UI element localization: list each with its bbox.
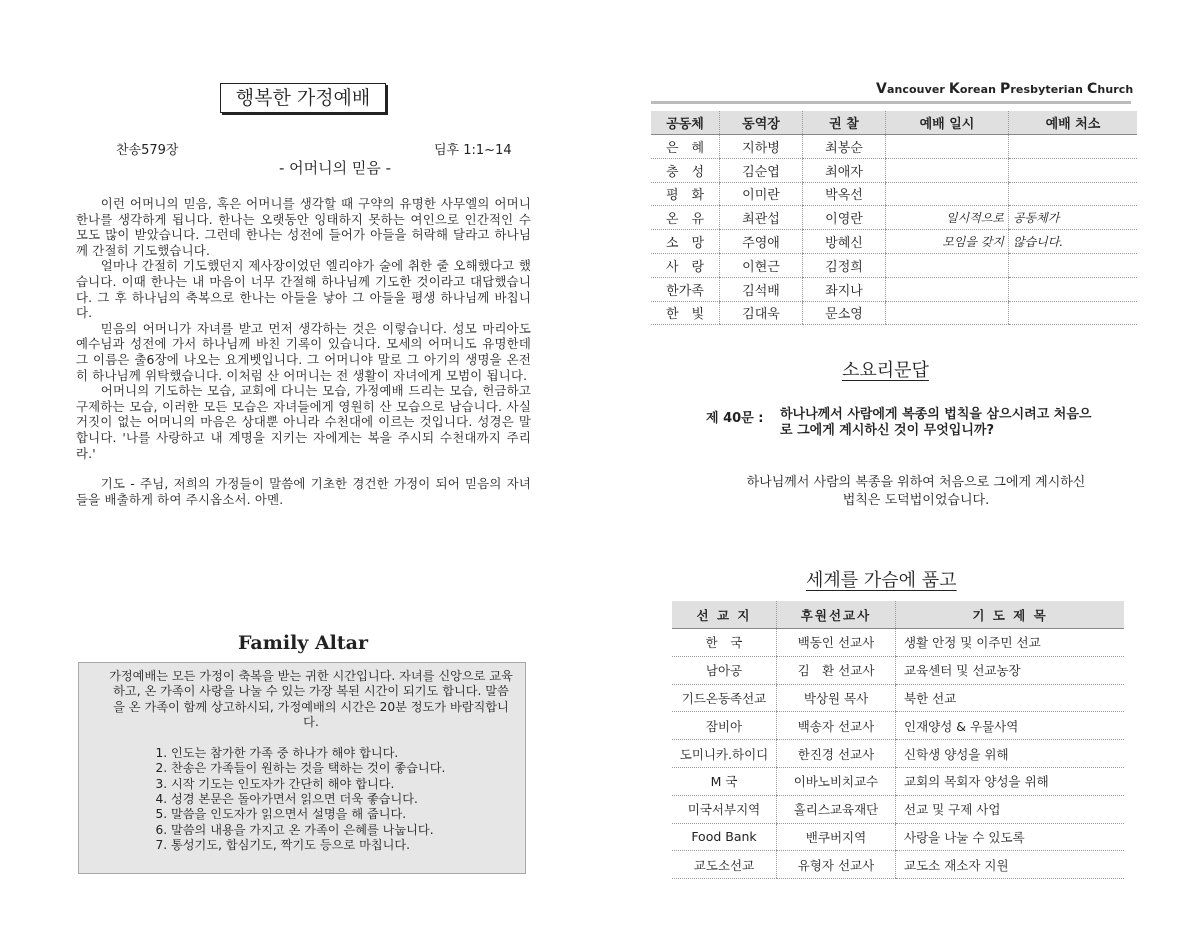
cell (886, 277, 1009, 301)
cell: 이현근 (720, 253, 803, 277)
notice-cell: 않습니다. (1009, 230, 1138, 254)
sermon-paragraph: 믿음의 어머니가 자녀를 받고 먼저 생각하는 것은 이렇습니다. 성모 마리아도 예수님과 성전에 가서 하나님께 바친 기록이 있습니다. 모세의 어머니도 유명한데 그 이름은 출6장에 나오는 요게벳입니다. 그 어머니야 말로 그 아기의 생명을 온전히 하나님께 위탁했습니다. 이처럼 산 어머니는 전 생활이 자녀에게 모범이 됩니다. (76, 320, 531, 383)
cell: 평 화 (651, 182, 720, 206)
table-row (672, 767, 1124, 795)
sermon-paragraph: 어머니의 기도하는 모습, 교회에 다니는 모습, 가정예배 드리는 모습, 헌금하고 구제하는 모습, 이러한 모든 모습은 자녀들에게 영원히 산 모습으로 남습니다. 사실 거짓이 없는 어머니의 마음은 상대뿐 아니라 수천대에 이르는 것입니다. 성경은 말합니다. '나를 사랑하고 내 계명을 지키는 자에게는 복을 주시되 수천대까지 주리라.' (76, 383, 531, 461)
cell: 유형자 선교사 (777, 851, 896, 879)
cell: 은 혜 (651, 135, 720, 159)
closing-prayer: 기도 - 주님, 저희의 가정들이 말씀에 기초한 경건한 가정이 되어 믿음의 자녀들을 배출하게 하여 주시옵소서. 아멘. (76, 476, 531, 507)
cell: 박상원 목사 (777, 684, 896, 712)
cell: 남아공 (672, 656, 777, 684)
cell: 교도소선교 (672, 851, 777, 879)
cell: 최관섭 (720, 206, 803, 230)
catechism-answer: 하나님께서 사람의 복종을 위하여 처음으로 그에게 계시하신 법칙은 도덕법이었습니다. (746, 475, 1086, 508)
cell: 한 국 (672, 629, 777, 657)
cell: 소 망 (651, 230, 720, 254)
cell: 백동인 선교사 (777, 629, 896, 657)
cell: 김순엽 (720, 158, 803, 182)
missions-heading: 세계를 가슴에 품고 (806, 570, 957, 591)
cell: 이영란 (803, 206, 886, 230)
column-header: 권 찰 (803, 111, 886, 135)
cell: 교도소 재소자 지원 (896, 851, 1125, 879)
cell (1009, 253, 1138, 277)
table-row (651, 230, 1137, 254)
catechism-question: 하나나께서 사람에게 복종의 법칙을 삼으시려고 처음으로 그에게 계시하신 것이 무엇입니까? (780, 407, 1092, 438)
cell: 북한 선교 (896, 684, 1125, 712)
rule-item: 7. 통성기도, 합심기도, 짝기도 등으로 마칩니다. (171, 838, 513, 853)
cell: 사 랑 (651, 253, 720, 277)
table-row (651, 206, 1137, 230)
church-name: Vancouver Korean Presbyterian Church (876, 81, 1134, 97)
cell: 문소영 (803, 301, 886, 325)
rule-item: 3. 시작 기도는 인도자가 간단히 해야 합니다. (171, 777, 513, 792)
cell: 충 성 (651, 158, 720, 182)
table-row (651, 158, 1137, 182)
cell: 도미니카.하이디 (672, 740, 777, 768)
cell: 박옥선 (803, 182, 886, 206)
scripture-passage: 딤후 1:1~14 (434, 143, 512, 158)
family-altar-rules (109, 746, 513, 853)
column-header: 선 교 지 (672, 601, 777, 629)
hymn-number: 찬송579장 (116, 143, 179, 158)
cell (1009, 182, 1138, 206)
notice-cell: 공동체가 (1009, 206, 1138, 230)
cell: 인재양성 & 우물사역 (896, 712, 1125, 740)
cell (1009, 277, 1138, 301)
cell: 좌지나 (803, 277, 886, 301)
family-altar-intro: 가정예배는 모든 가정이 축복을 받는 귀한 시간입니다. 자녀를 신앙으로 교육 하고, 온 가족이 사랑을 나눌 수 있는 가장 복된 시간이 되기도 합니다. 말씀을 온 가족이 함께 상고하시되, 가정예배의 시간은 20분 정도가 바람직합니다. (109, 669, 513, 729)
cell: 신학생 양성을 위해 (896, 740, 1125, 768)
cell: 한가족 (651, 277, 720, 301)
table-row (672, 740, 1124, 768)
cell: 지하병 (720, 135, 803, 159)
catechism-heading: 소요리문답 (842, 360, 929, 381)
cell (886, 253, 1009, 277)
header-rule (651, 101, 1131, 104)
table-row (651, 301, 1137, 325)
cell: 생활 안정 및 이주민 선교 (896, 629, 1125, 657)
table-row (651, 182, 1137, 206)
rule-item: 4. 성경 본문은 돌아가면서 읽으면 더욱 좋습니다. (171, 792, 513, 807)
table-row (672, 823, 1124, 851)
cell: 한 빛 (651, 301, 720, 325)
cell: 주영애 (720, 230, 803, 254)
cell (1009, 301, 1138, 325)
cell: Food Bank (672, 823, 777, 851)
rule-item: 5. 말씀을 인도자가 읽으면서 설명을 해 줍니다. (171, 807, 513, 822)
cell: 방혜신 (803, 230, 886, 254)
cell: 김 환 선교사 (777, 656, 896, 684)
cell: 이바노비치교수 (777, 767, 896, 795)
notice-cell: 일시적으로 (886, 206, 1009, 230)
cell (1009, 158, 1138, 182)
cell (1009, 135, 1138, 159)
table-header-row (651, 111, 1137, 135)
cell: 밴쿠버지역 (777, 823, 896, 851)
column-header: 예배 처소 (1009, 111, 1138, 135)
sermon-title: - 어머니의 믿음 - (278, 159, 392, 177)
table-row (651, 277, 1137, 301)
page-title: 행복한 가정예배 (220, 83, 386, 113)
cell: 온 유 (651, 206, 720, 230)
cell: M 국 (672, 767, 777, 795)
cell: 기드온동족선교 (672, 684, 777, 712)
table-row (672, 684, 1124, 712)
column-header: 공동체 (651, 111, 720, 135)
cell (886, 135, 1009, 159)
question-number: 제 40문 : (706, 411, 764, 426)
table-row (651, 253, 1137, 277)
sermon-paragraph: 이런 어머니의 믿음, 혹은 어머니를 생각할 때 구약의 유명한 사무엘의 어머니 한나를 생각하게 됩니다. 한나는 오랫동안 잉태하지 못하는 여인으로 인간적인 수모도 많이 받았습니다. 그런데 한나는 성전에 들어가 아들을 허락해 달라고 하나님께 간절히 기도했습니다. (76, 196, 531, 258)
family-altar-box (78, 662, 526, 874)
cell: 한진경 선교사 (777, 740, 896, 768)
table-header-row (672, 601, 1124, 629)
table-row (672, 851, 1124, 879)
column-header: 동역장 (720, 111, 803, 135)
rule-item: 2. 찬송은 가족들이 원하는 것을 택하는 것이 좋습니다. (171, 761, 513, 776)
cell: 김정희 (803, 253, 886, 277)
cell: 김대욱 (720, 301, 803, 325)
cell (886, 158, 1009, 182)
cell: 미국서부지역 (672, 795, 777, 823)
table-row (672, 629, 1124, 657)
cell-group-table (651, 111, 1137, 325)
table-row (672, 712, 1124, 740)
cell: 사랑을 나눌 수 있도록 (896, 823, 1125, 851)
notice-cell: 모임을 갖지 (886, 230, 1009, 254)
cell: 최봉순 (803, 135, 886, 159)
column-header: 예배 일시 (886, 111, 1009, 135)
table-row (651, 135, 1137, 159)
cell: 최애자 (803, 158, 886, 182)
cell: 백송자 선교사 (777, 712, 896, 740)
cell (886, 301, 1009, 325)
column-header: 후원선교사 (777, 601, 896, 629)
rule-item: 1. 인도는 참가한 가족 중 하나가 해야 합니다. (171, 746, 513, 761)
table-row (672, 656, 1124, 684)
column-header: 기 도 제 목 (896, 601, 1125, 629)
cell: 잠비아 (672, 712, 777, 740)
family-altar-title: Family Altar (237, 632, 368, 654)
cell: 이미란 (720, 182, 803, 206)
cell: 홀리스교육재단 (777, 795, 896, 823)
sermon-paragraph: 얼마나 간절히 기도했던지 제사장이었던 엘리야가 술에 취한 줄 오해했다고 했습니다. 이때 한나는 내 마음이 너무 간절해 하나님께 기도한 것이라고 대답했습니다. 그 후 하나님의 축복으로 한나는 아들을 낳아 그 아들을 평생 하나님께 바칩니다. (76, 258, 531, 321)
cell: 김석배 (720, 277, 803, 301)
sermon-body (76, 196, 531, 507)
cell: 교육센터 및 선교농장 (896, 656, 1125, 684)
cell: 선교 및 구제 사업 (896, 795, 1125, 823)
cell: 교회의 목회자 양성을 위해 (896, 767, 1125, 795)
cell (886, 182, 1009, 206)
rule-item: 6. 말씀의 내용을 가지고 온 가족이 은혜를 나눕니다. (171, 823, 513, 838)
missions-table (672, 601, 1124, 879)
table-row (672, 795, 1124, 823)
